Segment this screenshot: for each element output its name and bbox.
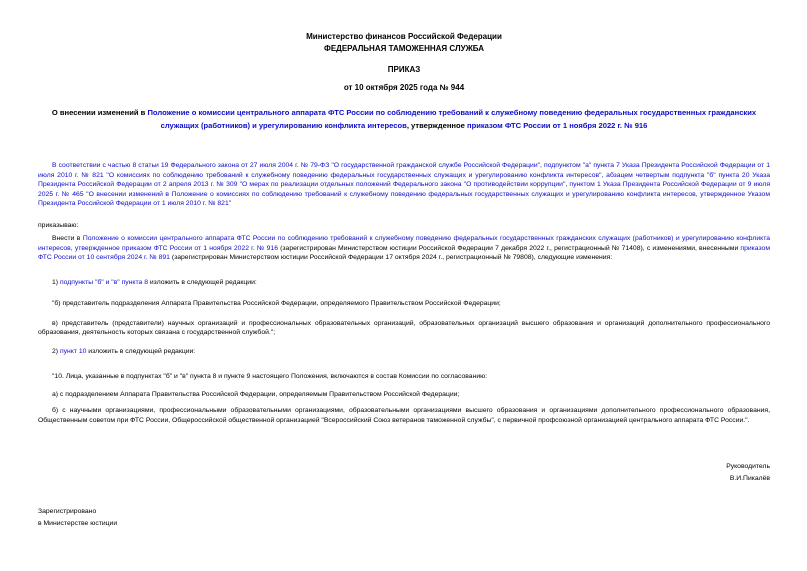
text-segment: (зарегистрирован Министерством юстиции Российской Федерации 7 декабря 2022 г., регистрационный № 71408), с изменениями, внесенными — [277, 244, 741, 252]
registration-note-line2: в Министерстве юстиции — [38, 519, 118, 527]
doc-date-number: от 10 октября 2025 года № 944 — [343, 83, 465, 92]
text-segment: приказываю: — [38, 221, 79, 229]
link-segment[interactable]: подпункты "б" и "в" пункта 8 — [59, 278, 148, 286]
header-agency: ФЕДЕРАЛЬНАЯ ТАМОЖЕННАЯ СЛУЖБА — [323, 43, 485, 53]
text-segment: 2) — [52, 347, 60, 355]
paragraph-point-10-b — [38, 406, 770, 425]
text-segment: изложить в следующей редакции: — [86, 347, 196, 355]
signature-role: Руководитель — [726, 463, 770, 470]
text-segment: а) с подразделением Аппарата Правительства Российской Федерации, определяемым Правительством Российской Федерации; — [52, 390, 460, 398]
header-ministry: Министерство финансов Российской Федерации — [306, 32, 502, 41]
paragraph-preamble — [38, 161, 770, 209]
text-segment: Внести в — [52, 235, 83, 242]
link-segment[interactable]: Положение о комиссии центрального аппарата ФТС России по соблюдению требований к служебному поведению федеральных государственных гражданских служащих (работников) и урегулированию конфликта интересов, утвержденное приказом ФТС России от 1 ноября 2022 г. № 916 — [38, 235, 771, 252]
doc-type: ПРИКАЗ — [387, 65, 421, 74]
link-segment[interactable]: В соответствии с частью 8 статьи 19 Федерального закона от 27 июля 2004 г. № 79-ФЗ "О государственной гражданской службе Российской Федерации", подпунктом "а" пункта 7 Указа Президента Российской Федерации от 1 июля 2010 г. № 821 "О комиссиях по соблюдению требований к служебному поведению федеральных государственных служащих и урегулированию конфликта интересов", абзацем четвертым подпункта "б" пункта 20 Указа Президента Российской Федерации от 2 апреля 2013 г. № 309 "О мерах по реализации отдельных положений Федерального закона "О противодействии коррупции", пунктом 1 Указа Президента Российской Федерации от 9 июля 2025 г. № 465 "О внесении изменений в Положение о комиссиях по соблюдению требований к служебному поведению федеральных государственных служащих и урегулированию конфликта интересов, утвержденное Указом Президента Российской Федерации от 1 июля 2010 г. № 821" — [38, 162, 770, 207]
document-body — [38, 161, 770, 425]
paragraph-item-1 — [38, 278, 770, 288]
text-segment: "10. Лица, указанные в подпунктах "б" и "в" пункта 8 и пункте 9 настоящего Положения, включаются в состав Комиссии по согласованию: — [52, 373, 488, 380]
registration-note-line1: Зарегистрировано — [38, 508, 97, 515]
paragraph-point-10-a — [38, 390, 770, 400]
signature-name: В.И.Пикалёв — [729, 474, 770, 482]
text-segment: изложить в следующей редакции: — [147, 278, 257, 286]
text-segment: б) с научными организациями, профессиональными образовательными организациями, образовательными организациями высшего образования и организациями дополнительного профессионального образования, Общественным советом при ФТС России, Общероссийской общественной организацией "Всероссийский Союз ветеранов таможенной службы", с первичной профсоюзной организацией центрального аппарата ФТС России.". — [38, 407, 770, 424]
paragraph-item-2-point-10 — [38, 372, 770, 382]
document-header — [38, 31, 770, 92]
doc-title — [38, 107, 770, 132]
link-segment[interactable]: приказом ФТС России от 1 ноября 2022 г. № 916 — [466, 120, 648, 130]
text-segment: , утвержденное — [406, 120, 467, 130]
paragraph-amendment-intro — [38, 234, 770, 263]
link-segment[interactable]: пункт 10 — [59, 347, 87, 355]
paragraph-item-1-sub-v — [38, 319, 770, 338]
signature-block — [38, 461, 770, 484]
text-segment: в) представитель (представители) научных организаций и профессиональных образовательных организаций, образовательных организаций высшего образования и организаций дополнительного профессионального образования, деятельность которых связана с государственной службой."; — [38, 319, 770, 336]
text-segment: (зарегистрирован Министерством юстиции Российской Федерации 17 октября 2024 г., регистрационный № 79808), следующие изменения: — [169, 254, 613, 261]
link-segment[interactable]: приказом ФТС России от 10 сентября 2024 г. № 891 — [38, 244, 770, 261]
text-segment: О внесении изменений в — [51, 108, 148, 117]
paragraph-item-2 — [38, 347, 770, 357]
link-segment[interactable]: Положение о комиссии центрального аппарата ФТС России по соблюдению требований к служебному поведению федеральных государственных гражданских служащих (работников) и урегулированию конфликта интересов — [147, 108, 757, 130]
text-segment: 1) — [52, 278, 60, 286]
paragraph-item-1-sub-b — [38, 299, 770, 309]
paragraph-order-word — [38, 221, 770, 231]
text-segment: "б) представитель подразделения Аппарата Правительства Российской Федерации, определяемого Правительством Российской Федерации; — [52, 300, 501, 307]
registration-note — [38, 506, 770, 529]
